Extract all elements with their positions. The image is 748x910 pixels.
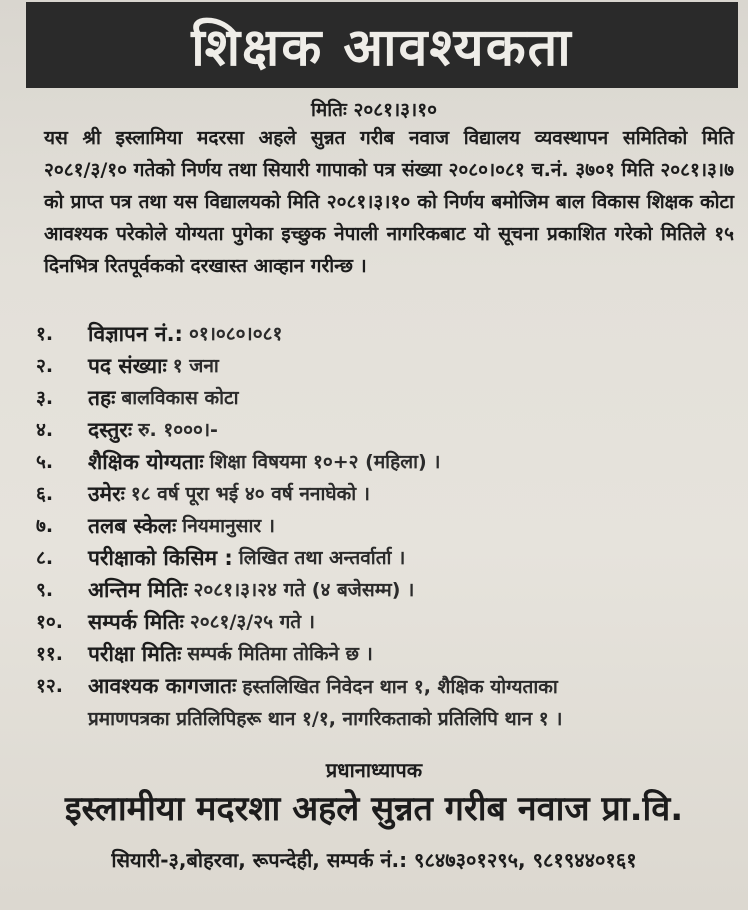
item-label: सम्पर्क मितिः [88,610,184,634]
item-value: हस्तलिखित निवेदन थान १, शैक्षिक योग्यताका [242,676,558,698]
item-value: नियमानुसार । [182,515,275,537]
item-number: ९. [36,579,54,601]
item-label: परीक्षाको किसिम : [88,546,233,570]
list-item [36,542,736,574]
list-item [36,414,736,446]
school-address: सियारी-३,बोहरवा, रूपन्देही, सम्पर्क नं.: ९८४७३०१२९५, ९८१९४४०१६१ [111,848,637,872]
requirements-list [36,318,736,735]
item-value: २०८१/३/२५ गते । [189,611,315,633]
signer-title: प्रधानाध्यापक [325,758,423,782]
item-label: पद संख्याः [88,354,167,378]
notice-date: मितिः २०८१।३।१० [310,99,438,121]
notice-title: शिक्षक आवश्यकता [191,17,573,78]
item-value-continued: प्रमाणपत्रका प्रतिलिपिहरू थान १/१, नागरिकताको प्रतिलिपि थान १ । [88,708,563,730]
item-number: ५. [36,451,54,473]
item-number: ११. [36,643,63,665]
item-value: बालविकास कोटा [121,387,239,409]
list-item [36,510,736,542]
item-label: शैक्षिक योग्यताः [88,450,204,474]
item-number: ६. [36,483,54,505]
item-number: ३. [36,387,54,409]
list-item [36,606,736,638]
item-value: शिक्षा विषयमा १०+२ (महिला) । [209,451,441,473]
item-value: लिखित तथा अन्तर्वार्ता । [238,547,406,569]
item-label: तलब स्केलः [88,514,177,538]
intro-paragraph: यस श्री इस्लामिया मदरसा अहले सुन्नत गरीब नवाज विद्यालय व्यवस्थापन समितिको मिति २०८१/३/१० गतेको निर्णय तथा सियारी गापाको पत्र संख्या २०८०।०८१ च.नं. ३७०१ मिति २०८१।३।७ को प्राप्त पत्र तथा यस विद्यालयको मिति २०८१।३।१० को निर्णय बमोजिम बाल विकास शिक्षक कोटा आवश्यक परेकोले योग्यता पुगेका इच्छुक नेपाली नागरिकबाट यो सूचना प्रकाशित गरेको मितिले १५ दिनभित्र रितपूर्वकको दरखास्त आव्हान गरीन्छ । [44,127,734,277]
item-number: २. [36,355,54,377]
item-value: २०८१।३।२४ गते (४ बजेसम्म) । [193,579,415,601]
item-number: १०. [36,611,63,633]
item-value: १ जना [172,355,219,377]
list-item [36,638,736,670]
item-number: १. [36,323,54,345]
item-label: उमेरः [88,482,125,506]
list-item [36,574,736,606]
list-item [36,318,736,350]
school-name: इस्लामीया मदरशा अहले सुन्नत गरीब नवाज प्रा.वि. [64,789,684,829]
item-label: परीक्षा मितिः [88,642,182,666]
item-label: विज्ञापन नं.: [88,322,183,346]
item-label: अन्तिम मितिः [88,578,188,602]
list-item [36,478,736,510]
item-value: रु. १०००।- [138,419,218,441]
item-label: दस्तुरः [88,418,133,442]
item-value: ०१।०८०।०८१ [188,323,283,345]
list-item [36,350,736,382]
item-label: आवश्यक कागजातः [88,674,237,698]
item-label: तहः [88,386,116,410]
title-banner [26,2,738,88]
list-item [36,446,736,478]
item-number: १२. [36,675,63,697]
item-number: ८. [36,547,54,569]
item-value: सम्पर्क मितिमा तोकिने छ । [187,643,373,665]
item-text [88,670,728,735]
item-number: ७. [36,515,54,537]
list-item [36,670,736,735]
item-value: १८ वर्ष पूरा भई ४० वर्ष ननाघेको । [130,483,370,505]
item-number: ४. [36,419,54,441]
list-item [36,382,736,414]
